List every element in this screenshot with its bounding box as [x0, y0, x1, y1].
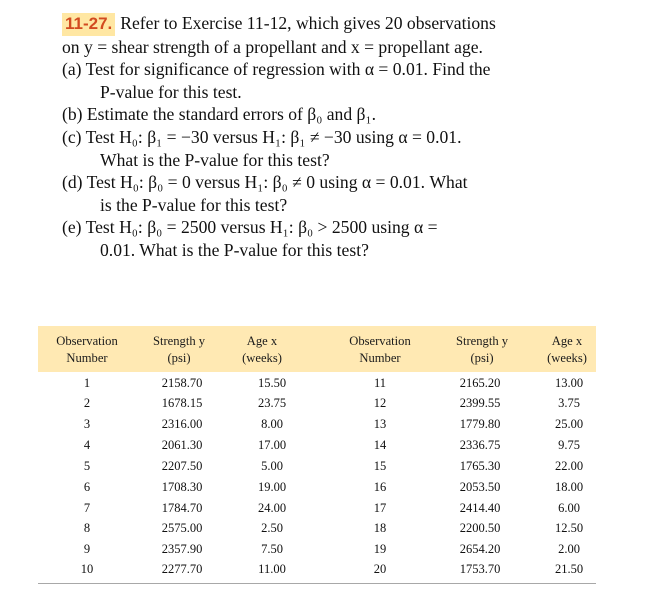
table-cell: 9.75: [558, 438, 580, 452]
table-cell: 4: [83, 438, 91, 452]
table-cell: 16: [373, 480, 387, 494]
header-age-right-line-2: (weeks): [547, 351, 587, 365]
table-cell: 3.75: [558, 396, 580, 410]
table-cell: 17: [373, 501, 387, 515]
table-cell: 25.00: [554, 417, 584, 431]
table-cell: 19.00: [257, 480, 287, 494]
table-cell: 3: [83, 417, 91, 431]
table-cell: 8: [83, 521, 91, 535]
table-cell: 13: [373, 417, 387, 431]
table-cell: 24.00: [257, 501, 287, 515]
table-cell: 2.50: [261, 521, 283, 535]
table-cell: 1753.70: [459, 562, 501, 576]
part-b: (b) Estimate the standard errors of β₀ and β₁.: [62, 104, 377, 125]
exercise-intro-line-2: [62, 36, 602, 59]
header-strength-right: [445, 333, 519, 367]
table-cell: 9: [83, 542, 91, 556]
table-cell: 6.00: [558, 501, 580, 515]
table-cell: 2277.70: [161, 562, 203, 576]
header-observation-right-line-1: Observation: [349, 334, 411, 348]
table-cell: 1708.30: [161, 480, 203, 494]
part-c-line-2: What is the P-value for this test?: [100, 149, 330, 170]
header-observation-right-line-2: Number: [359, 351, 401, 365]
table-cell: 22.00: [554, 459, 584, 473]
table-cell: 20: [373, 562, 387, 576]
table-cell: 11: [373, 376, 387, 390]
exercise-text: [62, 12, 602, 262]
table-cell: 21.50: [554, 562, 584, 576]
table-cell: 2414.40: [459, 501, 501, 515]
table-cell: 7.50: [261, 542, 283, 556]
table-cell: 2336.75: [459, 438, 501, 452]
header-age-line-1: Age x: [246, 334, 278, 348]
intro-line-1: Refer to Exercise 11-12, which gives 20 observations: [120, 13, 496, 33]
table-cell: 2207.50: [161, 459, 203, 473]
part-a-line-2: P-value for this test.: [100, 81, 242, 102]
table-cell: 15: [373, 459, 387, 473]
header-age-right-line-1: Age x: [551, 334, 583, 348]
table-cell: 2399.55: [459, 396, 501, 410]
table-cell: 12: [373, 396, 387, 410]
header-age-right: [533, 333, 601, 367]
part-a-line-1: (a) Test for significance of regression with α = 0.01. Find the: [62, 59, 491, 80]
table-cell: 10: [80, 562, 94, 576]
table-cell: 17.00: [257, 438, 287, 452]
table-cell: 19: [373, 542, 387, 556]
exercise-number: 11-27.: [62, 13, 115, 36]
table-cell: 5: [83, 459, 91, 473]
table-cell: 5.00: [261, 459, 283, 473]
part-e-line-1: (e) Test H₀: β₀ = 2500 versus H₁: β₀ > 2500 using α =: [62, 217, 438, 238]
table-cell: 1: [83, 376, 91, 390]
exercise-intro-line-1: [62, 12, 602, 36]
table-cell: 2316.00: [161, 417, 203, 431]
part-d-line-2: is the P-value for this test?: [100, 194, 288, 215]
table-cell: 2200.50: [459, 521, 501, 535]
table-cell: 1678.15: [161, 396, 203, 410]
header-observation-line-2: Number: [66, 351, 108, 365]
header-strength-right-line-2: (psi): [470, 351, 494, 365]
header-strength-left: [144, 333, 214, 367]
table-cell: 2158.70: [161, 376, 203, 390]
table-cell: 1779.80: [459, 417, 501, 431]
table-cell: 7: [83, 501, 91, 515]
table-cell: 15.50: [257, 376, 287, 390]
table-cell: 18: [373, 521, 387, 535]
header-age-line-2: (weeks): [242, 351, 282, 365]
table-cell: 2575.00: [161, 521, 203, 535]
table-cell: 2: [83, 396, 91, 410]
header-age-left: [230, 333, 294, 367]
table-cell: 18.00: [554, 480, 584, 494]
table-cell: 6: [83, 480, 91, 494]
header-observation-right: [332, 333, 428, 367]
part-d-line-1: (d) Test H₀: β₀ = 0 versus H₁: β₀ ≠ 0 using α = 0.01. What: [62, 172, 468, 193]
observations-table: [38, 326, 596, 584]
table-cell: 8.00: [261, 417, 283, 431]
intro-line-2: on y = shear strength of a propellant and x = propellant age.: [62, 36, 483, 57]
table-cell: 2061.30: [161, 438, 203, 452]
table-cell: 2053.50: [459, 480, 501, 494]
header-strength-line-1: Strength y: [152, 334, 206, 348]
table-cell: 1765.30: [459, 459, 501, 473]
table-cell: 13.00: [554, 376, 584, 390]
table-cell: 2165.20: [459, 376, 501, 390]
table-cell: 12.50: [554, 521, 584, 535]
table-cell: 23.75: [257, 396, 287, 410]
table-cell: 1784.70: [161, 501, 203, 515]
table-cell: 14: [373, 438, 387, 452]
header-observation-left: [46, 333, 128, 367]
table-cell: 2357.90: [161, 542, 203, 556]
header-strength-line-2: (psi): [167, 351, 191, 365]
table-cell: 2654.20: [459, 542, 501, 556]
part-e-line-2: 0.01. What is the P-value for this test?: [100, 239, 369, 260]
header-observation-line-1: Observation: [56, 334, 118, 348]
header-strength-right-line-1: Strength y: [455, 334, 509, 348]
table-cell: 11.00: [258, 562, 286, 576]
part-c-line-1: (c) Test H₀: β₁ = −30 versus H₁: β₁ ≠ −30 using α = 0.01.: [62, 126, 462, 147]
table-cell: 2.00: [558, 542, 580, 556]
table-header: [38, 326, 596, 372]
